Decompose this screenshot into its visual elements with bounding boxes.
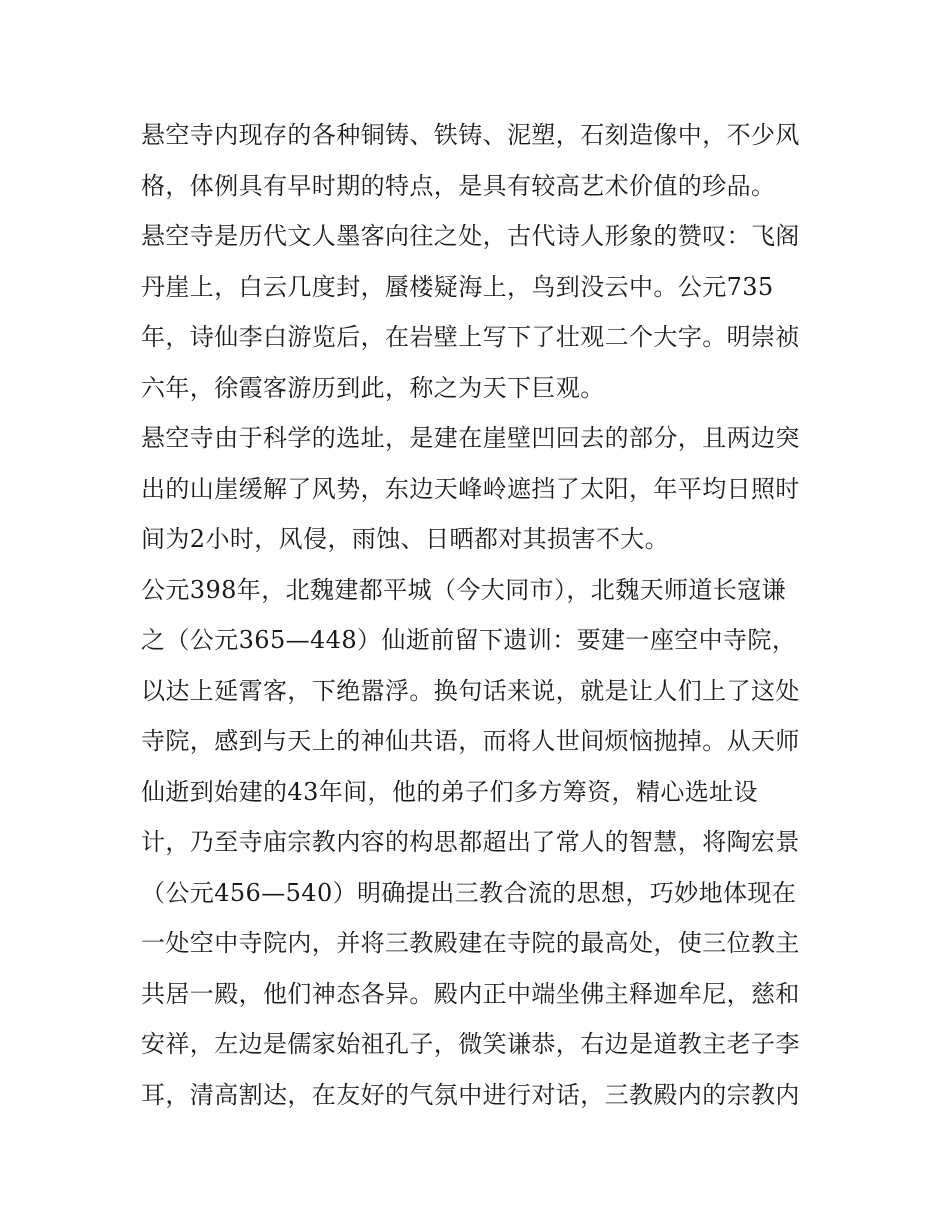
text-line: 出的山崖缓解了风势，东边天峰岭遮挡了太阳，年平均日照时 xyxy=(141,474,800,503)
text-line: 年，诗仙李白游览后，在岩壁上写下了壮观二个大字。明崇祯 xyxy=(141,323,800,351)
text-line: 悬空寺内现存的各种铜铸、铁铸、泥塑，石刻造像中，不少风 xyxy=(141,121,800,149)
text-line: 以达上延霄客，下绝嚣浮。换句话来说，就是让人们上了这处 xyxy=(141,676,800,705)
body-text xyxy=(141,110,821,1120)
text-line: 耳，清高割达，在友好的气氛中进行对话，三教殿内的宗教内 xyxy=(141,1080,800,1109)
text-line: 仙逝到始建的43年间，他的弟子们多方筹资，精心选址设 xyxy=(141,777,758,806)
text-line: 悬空寺由于科学的选址，是建在崖壁凹回去的部分，且两边突 xyxy=(141,424,800,452)
text-line: 格，体例具有早时期的特点，是具有较高艺术价值的珍品。 xyxy=(141,171,776,200)
text-line: 计，乃至寺庙宗教内容的构思都超出了常人的智慧，将陶宏景 xyxy=(141,828,800,856)
text-line: 悬空寺是历代文人墨客向往之处，古代诗人形象的赞叹：飞阁 xyxy=(141,222,800,250)
text-line: 一处空中寺院内，并将三教殿建在寺院的最高处，使三位教主 xyxy=(141,929,800,957)
text-line: （公元456—540）明确提出三教合流的思想，巧妙地体现在 xyxy=(141,878,797,907)
text-line: 六年，徐霞客游历到此，称之为天下巨观。 xyxy=(141,373,605,402)
text-line: 丹崖上，白云几度封，蜃楼疑海上，鸟到没云中。公元735 xyxy=(141,272,774,301)
text-line: 之（公元365—448）仙逝前留下遗训：要建一座空中寺院， xyxy=(141,626,797,654)
text-line: 共居一殿，他们神态各异。殿内正中端坐佛主释迦牟尼，慈和 xyxy=(141,979,800,1008)
text-line: 间为2小时，风侵，雨蚀、日晒都对其损害不大。 xyxy=(141,525,670,553)
text-line: 公元398年，北魏建都平城（今大同市），北魏天师道长寇谦 xyxy=(141,575,787,604)
text-line: 安祥，左边是儒家始祖孔子，微笑谦恭，右边是道教主老子李 xyxy=(141,1030,800,1058)
text-line: 寺院，感到与天上的神仙共语，而将人世间烦恼抛掉。从天师 xyxy=(141,727,800,755)
